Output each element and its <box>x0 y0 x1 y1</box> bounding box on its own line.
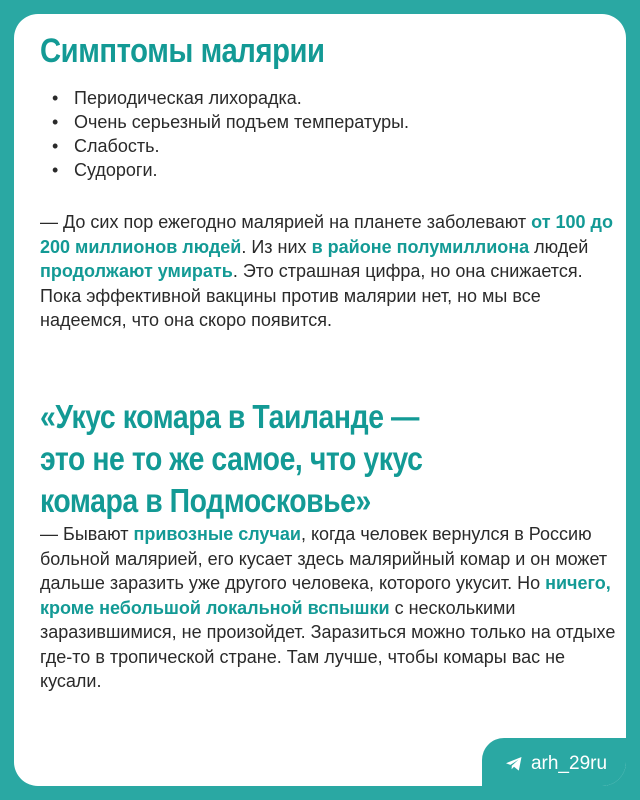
quote-heading <box>40 396 422 522</box>
highlight-text: в районе полумиллиона <box>311 236 530 257</box>
highlight-text: привозные случаи <box>133 524 301 544</box>
symptoms-list <box>52 86 409 182</box>
text-segment: людей <box>529 236 589 257</box>
text-segment: — До сих пор ежегодно малярией на планете заболевают <box>40 212 532 232</box>
text-segment: . Это страшная цифра, но она снижается. Пока эффективной вакцины против малярии нет, но мы все надеемся, что она скоро появится. <box>40 261 583 330</box>
paragraph-statistics <box>40 210 620 333</box>
info-card <box>14 14 626 786</box>
list-item: • Периодическая лихорадка. <box>52 86 409 110</box>
text-segment: . Из них <box>241 236 312 257</box>
quote-line: «Укус комара в Таиланде — <box>40 398 419 435</box>
channel-handle: arh_29ru <box>530 753 608 774</box>
quote-line: это не то же самое, что укус <box>40 440 423 477</box>
text-segment: , когда человек вернулся в Россию больной малярией, его кусает здесь малярийный комар и он может дальше заразить уже другого человека, которого укусит. Но <box>40 524 608 593</box>
text-segment: — Бывают <box>40 524 134 544</box>
list-item: • Очень серьезный подъем температуры. <box>52 110 409 134</box>
paragraph-imported-cases <box>40 522 620 694</box>
page-title: Симптомы малярии <box>40 32 325 70</box>
list-item: • Судороги. <box>52 158 409 182</box>
telegram-icon <box>505 756 523 772</box>
highlight-text: продолжают умирать <box>40 261 233 281</box>
quote-line: комара в Подмосковье» <box>40 482 371 519</box>
highlight-text: от 100 до 200 миллионов людей <box>40 212 613 257</box>
text-segment: с несколькими заразившимися, не произойдет. Заразиться можно только на отдыхе где-то в тропической стране. Там лучше, чтобы комары вас не кусали. <box>40 597 616 691</box>
list-item: • Слабость. <box>52 134 409 158</box>
channel-tag[interactable] <box>482 738 626 786</box>
highlight-text: ничего, кроме небольшой локальной вспышки <box>40 573 611 618</box>
